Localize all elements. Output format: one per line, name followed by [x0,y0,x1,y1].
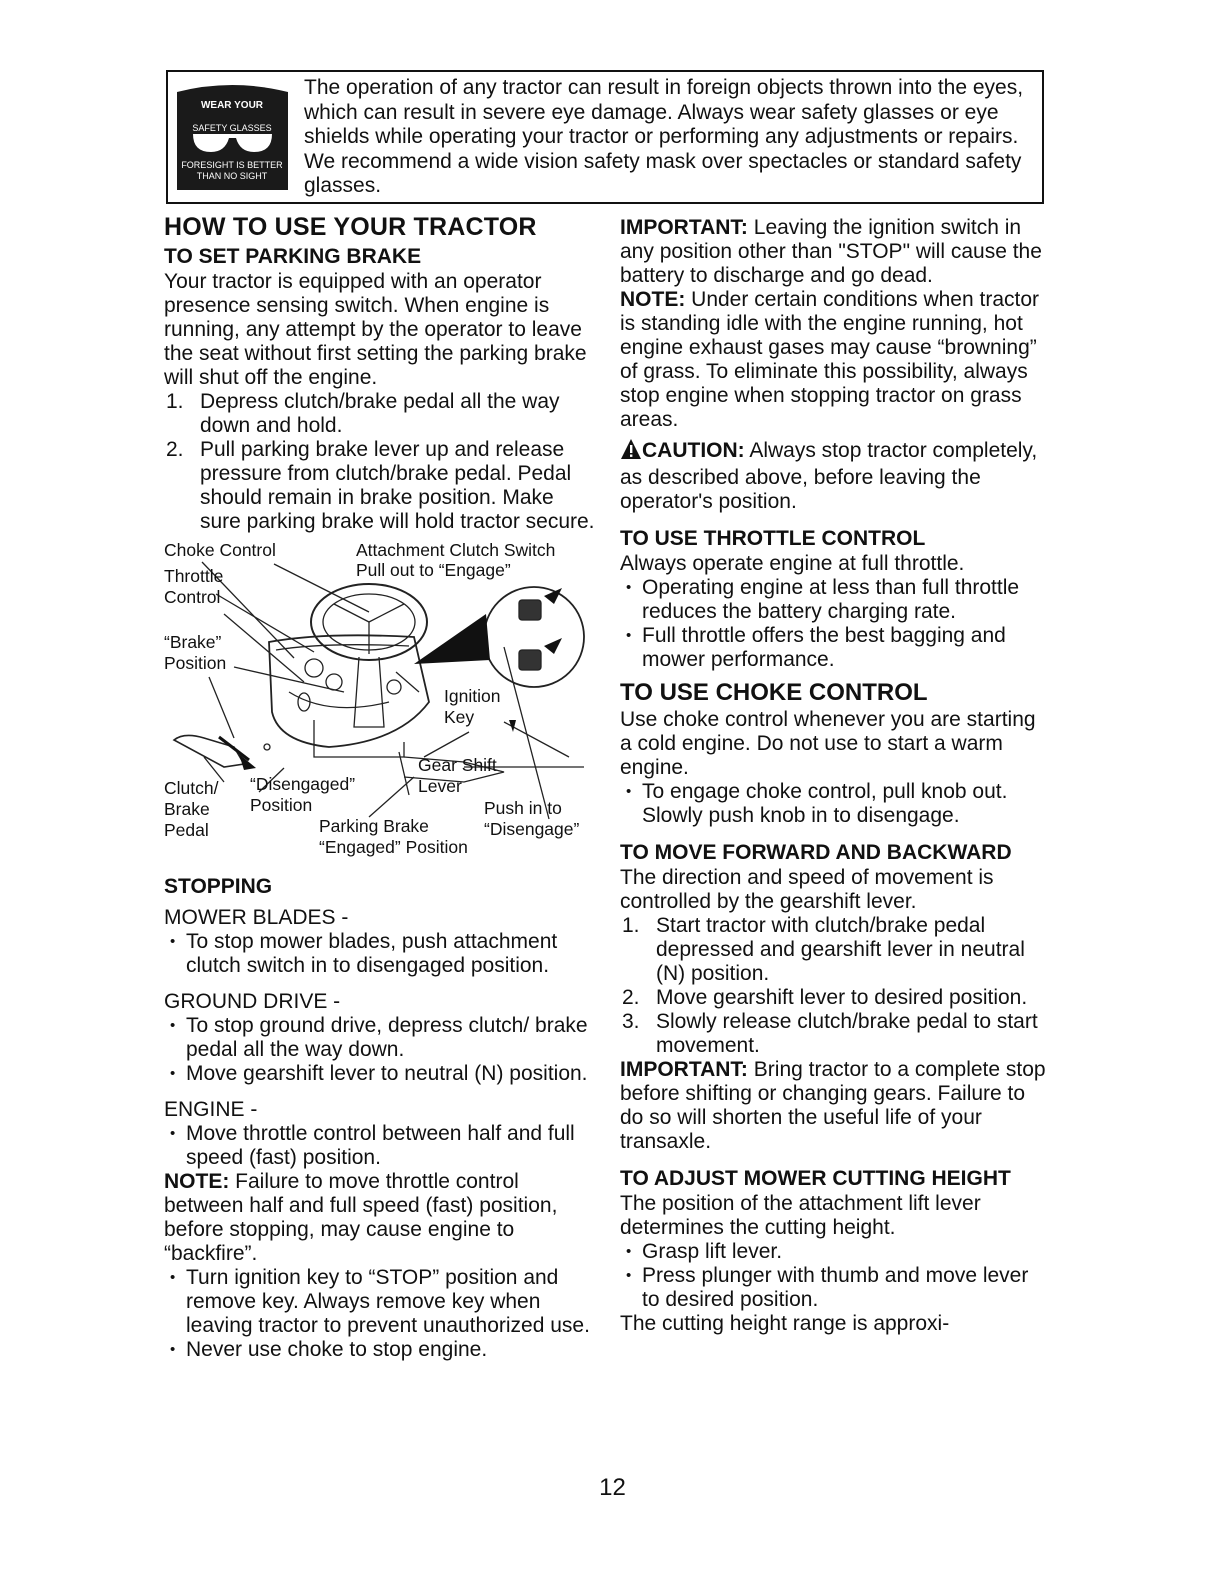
engine-label: ENGINE - [164,1098,258,1121]
attachment-pull-label: Pull out to “Engage” [356,560,511,580]
important-ignition [620,216,1050,288]
ground-drive-list [164,1014,599,1086]
list-item: • Operating engine at less than full throttle reduces the battery charging rate. [620,576,1050,624]
step-text: Slowly release clutch/brake pedal to start movement. [656,1010,1038,1057]
throttle-intro: Always operate engine at full throttle. [620,552,965,575]
push-in-label: Push in to [484,798,562,818]
caution-text: Always stop tractor completely, as described above, before leaving the operator's position. [620,439,1038,513]
list-item: • Full throttle offers the best bagging and mower performance. [620,624,1050,672]
important-gears [620,1058,1050,1154]
list-item [620,914,1050,986]
clutch-brake-label: Brake [164,799,210,819]
note-text: Under certain conditions when tractor is standing idle with the engine running, hot engine exhaust gases may cause “browning” of grass. To eliminate this possibility, always stop engine when stopping tractor on grass areas. [620,288,1040,431]
push-disengage-label: “Disengage” [484,819,580,839]
caution-label: CAUTION: [642,439,745,462]
note-label: NOTE: [620,288,686,311]
disengaged-label: “Disengaged” [250,774,356,794]
step-number: 1. [622,914,640,937]
list-item: • Turn ignition key to “STOP” position and remove key. Always remove key when leaving tractor to prevent unauthorized use. [164,1266,599,1338]
important-label: IMPORTANT: [620,1058,748,1081]
badge-line2: SAFETY GLASSES [192,123,272,133]
engine-final-list [164,1266,599,1362]
cutting-outro: The cutting height range is approxi- [620,1312,950,1335]
parking-brake-steps [164,390,599,534]
brake-position-label: Position [164,653,227,673]
gear-shift-label: Gear Shift [418,755,497,775]
safety-glasses-badge [175,82,290,194]
safety-warning-text: The operation of any tractor can result in foreign objects thrown into the eyes, which can result in severe eye damage. Always wear safety glasses or eye shields while operating your tractor or performing any adjustments or repairs. We recommend a wide vision safety mask over spectacles or standard safety glasses. [304,76,1024,198]
list-item [164,390,599,438]
page-number: 12 [599,1474,626,1501]
caution-triangle-icon [620,438,642,466]
list-item: • Move throttle control between half and full speed (fast) position. [164,1122,599,1170]
list-item [620,986,1050,1010]
step-text: Depress clutch/brake pedal all the way down and hold. [200,390,560,437]
step-number: 2. [166,438,184,461]
choke-control-label: Choke Control [164,540,276,560]
cutting-height-heading: TO ADJUST MOWER CUTTING HEIGHT [620,1167,1011,1190]
gear-lever-label: Lever [418,776,462,796]
stopping-note [164,1170,599,1266]
parking-brake-heading: TO SET PARKING BRAKE [164,245,422,268]
list-item: • To stop mower blades, push attachment clutch switch in to disengaged position. [164,930,599,978]
clutch-pedal-label: Pedal [164,820,209,840]
stopping-heading: STOPPING [164,875,273,898]
move-heading: TO MOVE FORWARD AND BACKWARD [620,841,1012,864]
step-number: 2. [622,986,640,1009]
throttle-control-label: Control [164,587,221,607]
ignition-key-label: Key [444,707,475,727]
choke-heading: TO USE CHOKE CONTROL [620,679,928,706]
safety-glasses-icon [175,82,290,194]
right-column [620,216,1050,1336]
important-text: Leaving the ignition switch in any position other than "STOP" will cause the battery to discharge and go dead. [620,216,1042,287]
choke-list [620,780,1050,828]
engine-list [164,1122,599,1170]
list-item: • Never use choke to stop engine. [164,1338,599,1362]
list-item: • Grasp lift lever. [620,1240,1050,1264]
step-text: Pull parking brake lever up and release pressure from clutch/brake pedal. Pedal should remain in brake position. Make sure parking brake will hold tractor secure. [200,438,595,533]
clutch-label: Clutch/ [164,778,219,798]
list-item: • Move gearshift lever to neutral (N) position. [164,1062,599,1086]
important-label: IMPORTANT: [620,216,748,239]
parking-brake-label: Parking Brake [319,816,429,836]
step-number: 1. [166,390,184,413]
badge-line3: FORESIGHT IS BETTER [181,160,283,170]
badge-line1: WEAR YOUR [200,100,264,111]
parking-brake-intro: Your tractor is equipped with an operator presence sensing switch. When engine is running, any attempt by the operator to leave the seat without first setting the parking brake will shut off the engine. [164,270,587,389]
note-text: Failure to move throttle control between half and full speed (fast) position, before stopping, may cause engine to “backfire”. [164,1170,558,1265]
tractor-controls-figure [164,542,599,874]
mower-blades-list [164,930,599,978]
throttle-label: Throttle [164,566,224,586]
list-item: • Press plunger with thumb and move lever to desired position. [620,1264,1050,1312]
attachment-clutch-label: Attachment Clutch Switch [356,540,556,560]
step-text: Start tractor with clutch/brake pedal depressed and gearshift lever in neutral (N) position. [656,914,1025,985]
throttle-heading: TO USE THROTTLE CONTROL [620,527,926,550]
list-item [164,438,599,534]
mower-blades-label: MOWER BLADES - [164,906,349,929]
step-text: Move gearshift lever to desired position. [656,986,1028,1009]
brake-label: “Brake” [164,632,222,652]
ignition-label: Ignition [444,686,501,706]
step-number: 3. [622,1010,640,1033]
move-intro: The direction and speed of movement is controlled by the gearshift lever. [620,866,994,913]
disengaged-position-label: Position [250,795,313,815]
cutting-intro: The position of the attachment lift lever determines the cutting height. [620,1192,981,1239]
badge-line4: THAN NO SIGHT [196,171,268,181]
left-column [164,212,599,1362]
list-item: • To stop ground drive, depress clutch/ brake pedal all the way down. [164,1014,599,1062]
choke-intro: Use choke control whenever you are starting a cold engine. Do not use to start a warm engine. [620,708,1036,779]
note-label: NOTE: [164,1170,230,1193]
move-steps [620,914,1050,1058]
list-item [620,1010,1050,1058]
cutting-list [620,1240,1050,1312]
browning-note [620,288,1050,432]
throttle-list [620,576,1050,672]
important-text: Bring tractor to a complete stop before shifting or changing gears. Failure to do so will shorten the useful life of your transaxle. [620,1058,1046,1153]
caution-paragraph [620,438,1050,514]
ground-drive-label: GROUND DRIVE - [164,990,341,1013]
list-item: • To engage choke control, pull knob out. Slowly push knob in to disengage. [620,780,1050,828]
section-title: HOW TO USE YOUR TRACTOR [164,213,537,241]
parking-engaged-label: “Engaged” Position [319,837,468,857]
